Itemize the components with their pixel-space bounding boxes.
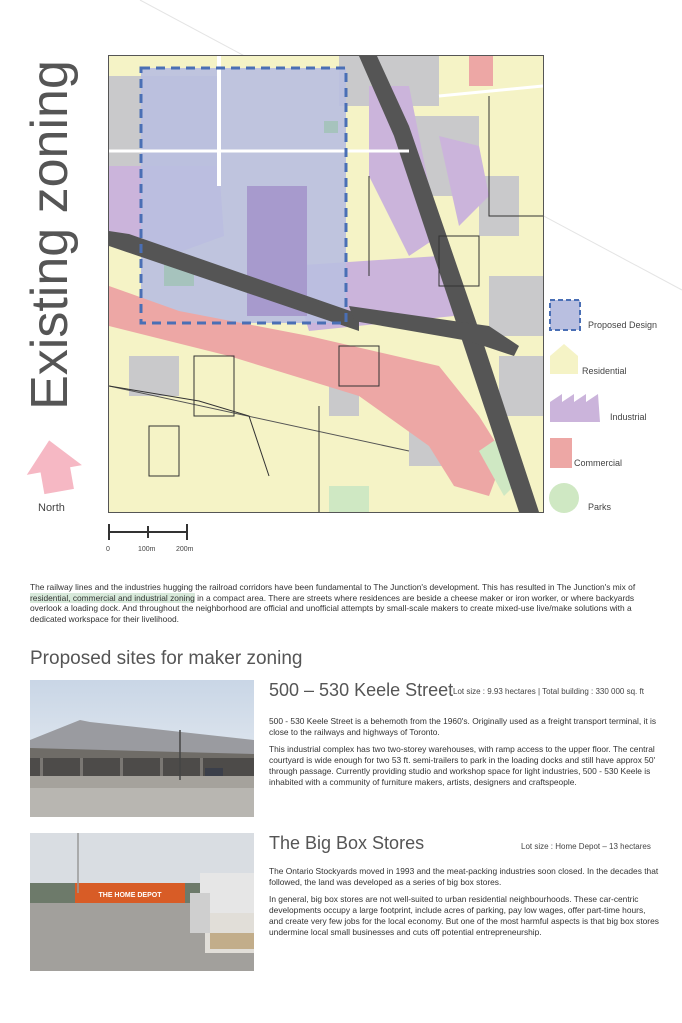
big-box-photo (30, 833, 254, 971)
legend-label: Industrial (610, 412, 647, 422)
intro-text: in a compact area. There are streets where residences are beside a cheese maker or iron worker, or where backyards overlook a loading dock. And throughout the neighborhood are official and unofficial attempts by small-scale makers to create mixed-use live/make solutions with a dedicated workspace for their livelihood. (30, 592, 635, 624)
legend-item-parks (548, 482, 612, 521)
site-paragraph: 500 - 530 Keele Street is a behemoth from the 1960's. Originally used as a freight transport terminal, it is close to the railways and highways of Toronto. (269, 716, 657, 737)
page-title: Existing zoning (21, 60, 79, 410)
legend-label: Proposed Design (588, 320, 658, 330)
legend-item-industrial (548, 390, 647, 429)
legend-item-commercial (548, 436, 623, 475)
scale-label: 0 (106, 546, 110, 553)
legend-item-residential (548, 342, 627, 381)
scale-label: 100m (138, 546, 156, 553)
legend-label: Commercial (574, 458, 623, 468)
scale-bar (106, 522, 198, 553)
scale-label: 200m (176, 546, 194, 553)
sites-heading: Proposed sites for maker zoning (30, 648, 303, 669)
home-depot-photo-graphic (30, 833, 254, 971)
site-description (269, 716, 661, 794)
legend (548, 298, 682, 518)
legend-label: Residential (582, 366, 627, 376)
intro-highlight: residential, commercial and industrial zoning (30, 592, 195, 603)
zoning-map (108, 55, 544, 513)
site-meta: Lot size : 9.93 hectares | Total building : 330 000 sq. ft (453, 687, 644, 696)
intro-paragraph (30, 582, 654, 624)
north-arrow-icon (26, 440, 86, 498)
keele-street-photo (30, 680, 254, 817)
site-description (269, 866, 661, 944)
intro-text: The railway lines and the industries hugging the railroad corridors have been fundamental to The Junction's development. This has resulted in The Junction's mix of (30, 582, 636, 592)
circle-icon (548, 482, 582, 516)
warehouse-photo-graphic (30, 680, 254, 817)
north-label: North (38, 502, 65, 514)
zoning-map-graphic (109, 56, 543, 512)
legend-item-proposed (548, 298, 658, 337)
site-title: The Big Box Stores (269, 833, 425, 853)
site-paragraph: In general, big box stores are not well-suited to urban residential neighbourhoods. These car-centric developments occupy a large footprint, include acres of parking, pay low wages, offer part-time hours, and create very few jobs for the local economy. But one of the most harmful aspects is that big box stores undermine local small businesses and cuts off potential entrepreneurship. (269, 894, 659, 937)
dashed-square-icon (548, 298, 582, 332)
site-meta: Lot size : Home Depot – 13 hectares (521, 842, 651, 851)
store-sign: THE HOME DEPOT (98, 892, 162, 899)
house-icon (548, 342, 582, 376)
scale-bar-graphic (108, 522, 198, 542)
site-title: 500 – 530 Keele Street (269, 680, 454, 700)
site-paragraph: The Ontario Stockyards moved in 1993 and the meat-packing industries soon closed. In the decades that followed, the land was developed as a series of big box stores. (269, 866, 659, 887)
factory-icon (548, 390, 608, 424)
legend-label: Parks (588, 502, 612, 512)
site-paragraph: This industrial complex has two two-storey warehouses, with ramp access to the upper floor. The central courtyard is wide enough for two 53 ft. semi-trailers to park in the loading docks and still have approx 50' through passage. Currently providing studio and workshop space for light industries, 500 - 530 Keele is inhabited with a community of furniture makers, artists, designers and craftspeople. (269, 744, 656, 787)
